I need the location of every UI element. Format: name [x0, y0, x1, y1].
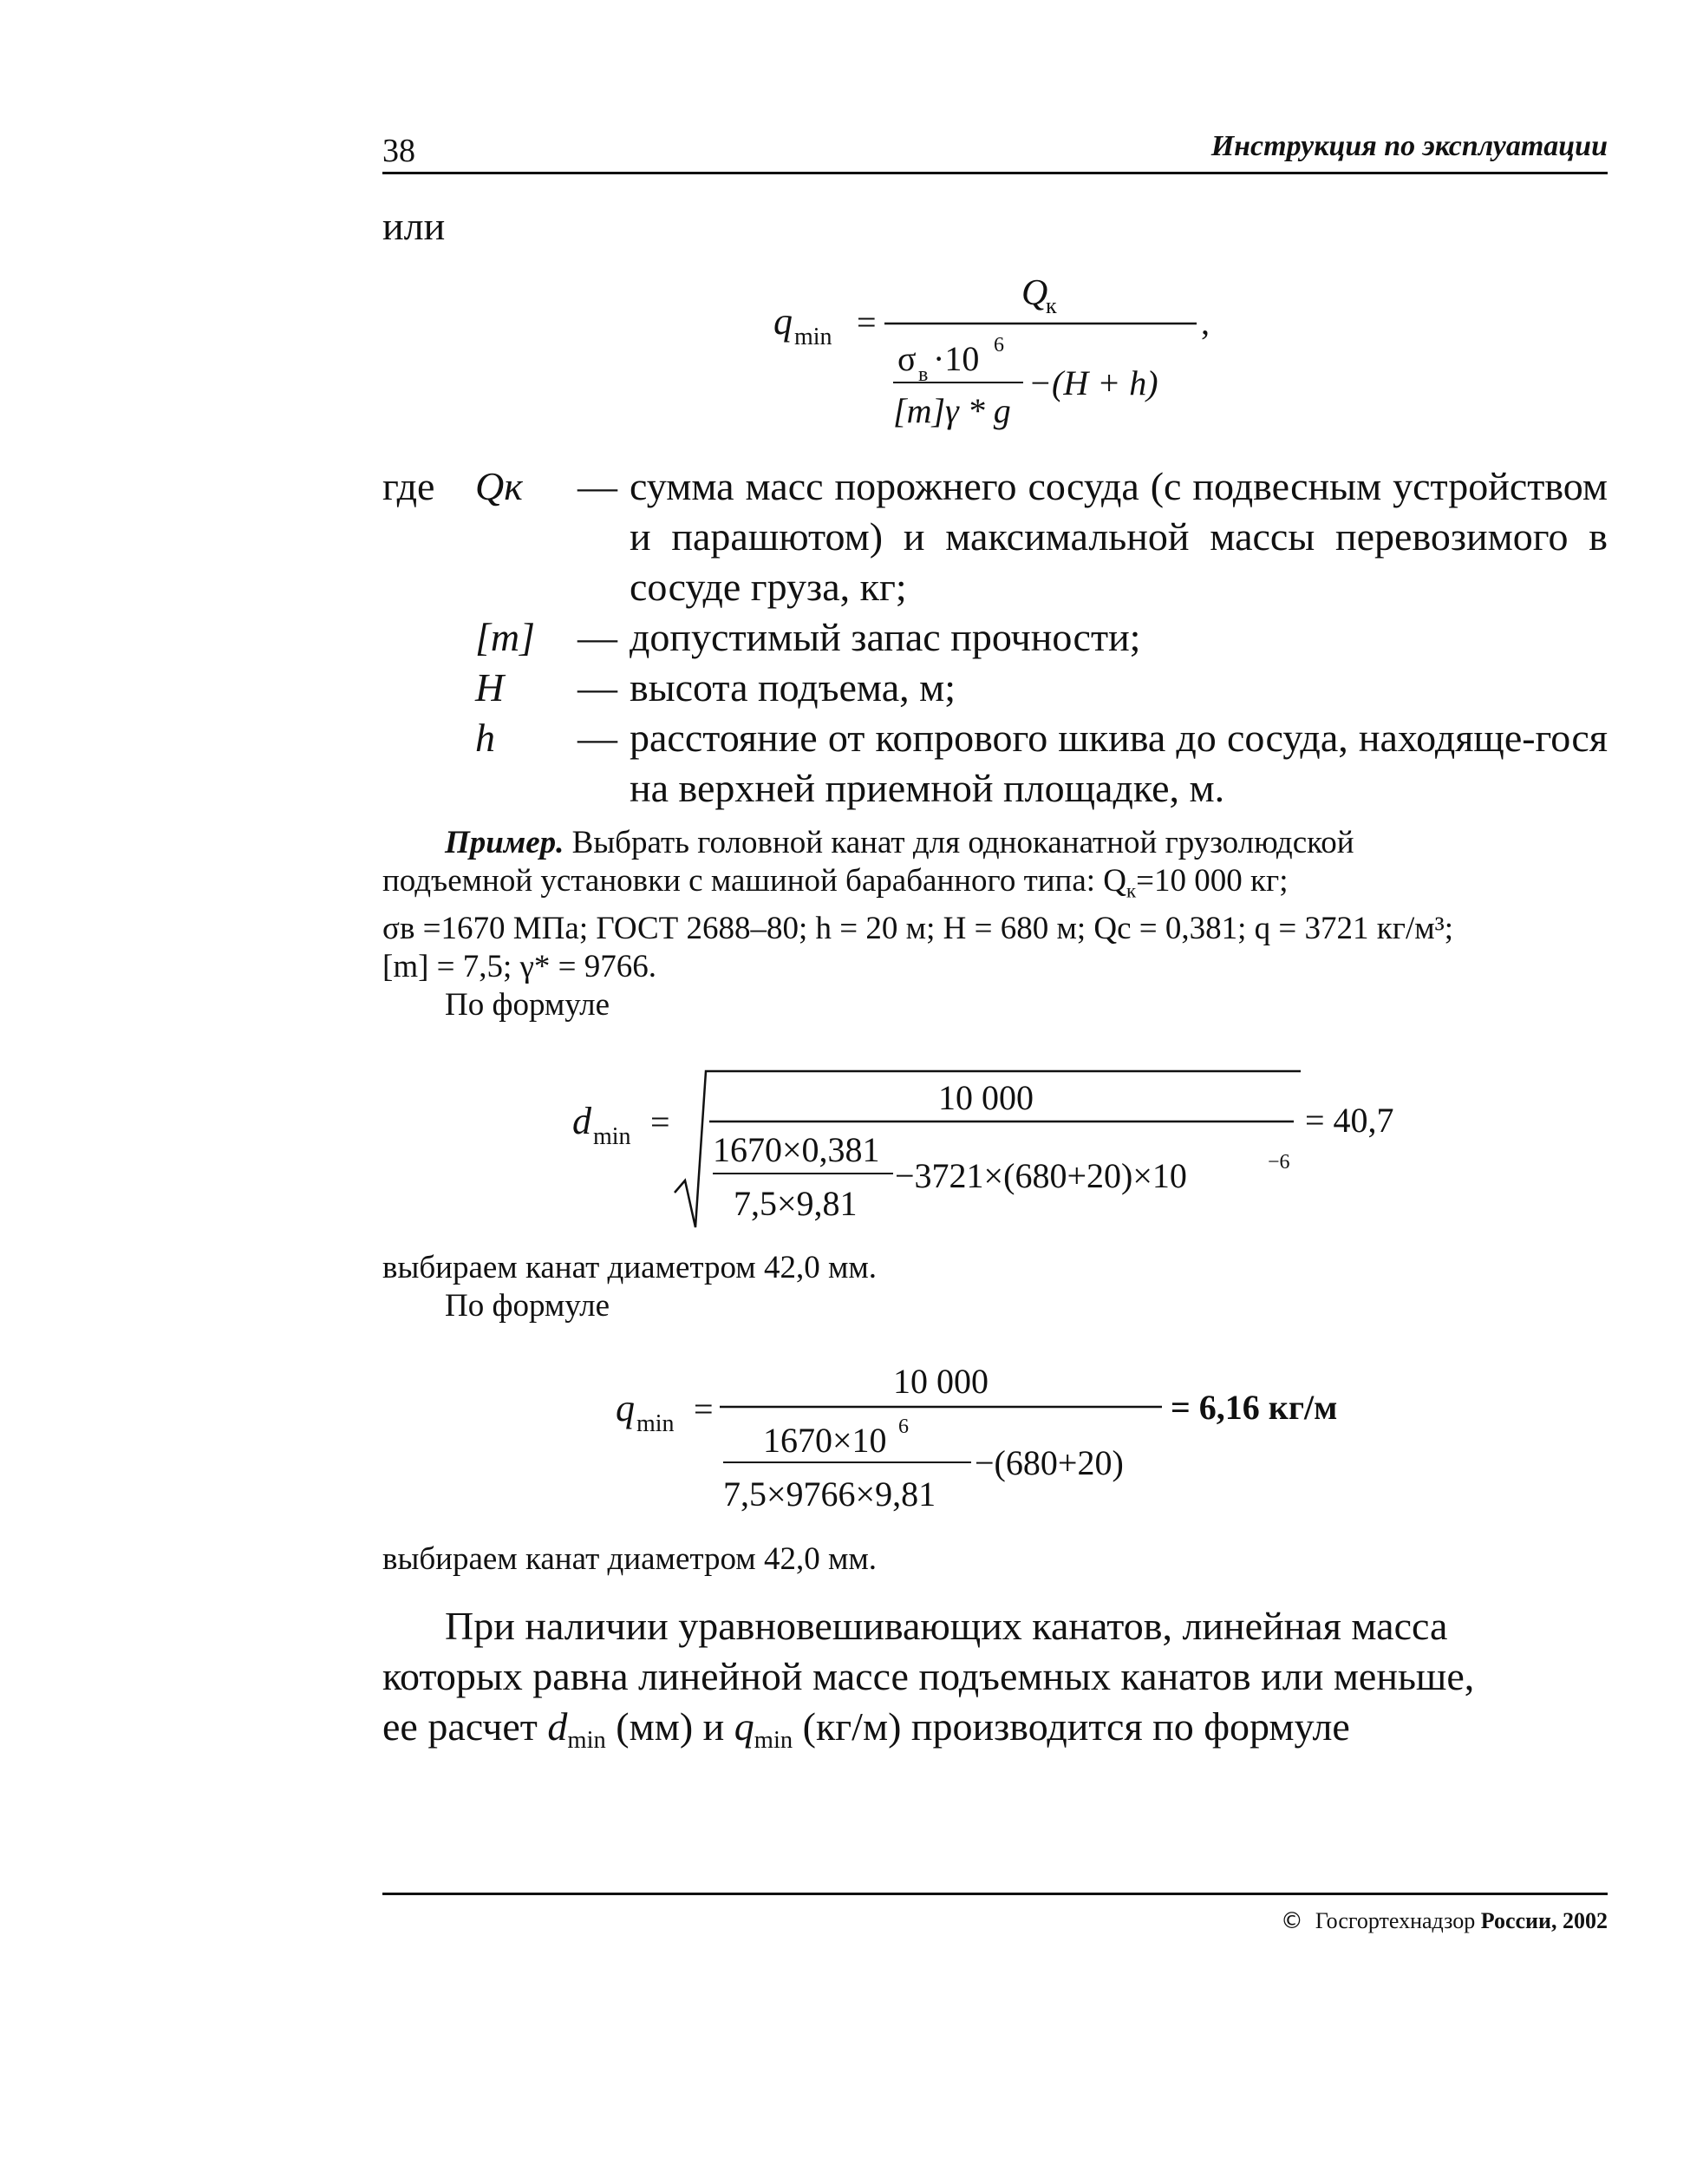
formula-q-min-general [763, 265, 1249, 451]
by-formula-1: По формуле [445, 987, 610, 1023]
formula1-inner-num-sub: в [918, 363, 929, 386]
formula1-inner-num: σ [897, 339, 917, 378]
definition-qk [382, 461, 1608, 612]
closing-line-1: При наличии уравновешивающих канатов, линейная масса [445, 1604, 1448, 1648]
example-text-2-tail: =10 000 кг; [1136, 863, 1289, 899]
intro-word: или [382, 204, 446, 248]
closing-text-a: ее расчет [382, 1704, 548, 1749]
definition-symbol: H [475, 665, 505, 709]
closing-d: d [547, 1704, 568, 1749]
example-line-2 [382, 862, 1608, 910]
definition-symbol: [m] [475, 615, 536, 659]
footer-text-b: России, 2002 [1480, 1908, 1608, 1933]
example-text-2: подъемной установки с машиной барабанного типа: Q [382, 863, 1127, 899]
formula1-equals: = [857, 303, 877, 342]
formula-d-min-example [564, 1063, 1413, 1245]
example-label: Пример. [445, 825, 564, 860]
definitions-intro: где [382, 464, 435, 508]
formula2-lhs-sub: min [593, 1123, 631, 1150]
formula-q-min-example [607, 1353, 1387, 1527]
formula1-lhs-sub: min [794, 324, 832, 350]
formula3-equals: = [694, 1390, 714, 1429]
by-formula-2: По формуле [445, 1288, 610, 1324]
formula2-tail: −3721×(680+20)×10 [895, 1156, 1187, 1195]
formula2-inner-num: 1670×0,381 [713, 1130, 880, 1169]
formula3-inner-num: 1670×10 [763, 1421, 887, 1460]
page-number: 38 [382, 133, 415, 169]
closing-paragraph [382, 1601, 1608, 1766]
definition-text: сумма масс порожнего сосуда (с подвесным устройством и парашютом) и максимальной массы перевозимого в сосуде груза, кг; [630, 464, 1608, 609]
formula3-lhs-sub: min [636, 1410, 675, 1437]
example-paragraph [382, 824, 1608, 1024]
formula1-inner-num-exp: 6 [994, 334, 1004, 356]
definition-m [382, 612, 1608, 663]
closing-d-sub: min [567, 1727, 606, 1755]
definition-symbol: Qк [475, 464, 523, 508]
choose-rope-1: выбираем канат диаметром 42,0 мм. [382, 1250, 878, 1285]
formula1-numerator-sub: к [1046, 293, 1057, 318]
definition-dash: — [577, 665, 617, 709]
formula2-result: = 40,7 [1305, 1101, 1394, 1140]
copyright-symbol: © [1280, 1908, 1303, 1934]
formula2-numerator: 10 000 [938, 1078, 1034, 1117]
formula3-inner-den: 7,5×9766×9,81 [723, 1475, 936, 1514]
closing-text-c: (кг/м) производится по формуле [793, 1704, 1350, 1749]
formula2-lhs: d [572, 1100, 591, 1142]
definition-dash: — [577, 464, 617, 508]
example-text-1: Выбрать головной канат для одноканатной грузолюдской [571, 825, 1354, 860]
formula1-inner-num-rest: ·10 [933, 339, 980, 378]
definition-text: допустимый запас прочности; [630, 615, 1141, 659]
formula1-inner-den: [m]γ * g [893, 391, 1011, 430]
definition-H [382, 663, 1608, 713]
closing-line-2: которых равна линейной массе подъемных канатов или меньше, [382, 1654, 1475, 1698]
definition-text: высота подъема, м; [630, 665, 956, 709]
definition-dash: — [577, 716, 617, 760]
formula1-lhs: q [773, 300, 793, 343]
example-line-4: [m] = 7,5; γ* = 9766. [382, 949, 657, 985]
footer-copyright [1281, 1908, 1608, 1934]
formula2-equals: = [650, 1102, 670, 1141]
formula1-rhs-tail: −(H + h) [1028, 363, 1158, 402]
example-line-3: σв =1670 МПа; ГОСТ 2688–80; h = 20 м; H = 680 м; Qс = 0,381; q = 3721 кг/м³; [382, 911, 1454, 947]
formula1-comma: , [1201, 303, 1210, 342]
formula2-tail-exp: −6 [1268, 1151, 1290, 1174]
closing-line-3 [382, 1702, 1608, 1766]
footer-text-a: Госгортехнадзор [1315, 1908, 1481, 1933]
formula3-lhs: q [616, 1387, 635, 1429]
formula2-inner-den: 7,5×9,81 [734, 1184, 858, 1223]
formula3-result: = 6,16 кг/м [1171, 1388, 1338, 1427]
closing-q: q [734, 1704, 754, 1749]
example-text-2-sub: к [1126, 879, 1137, 902]
example-line-1 [382, 824, 1608, 862]
formula3-tail: −(680+20) [975, 1443, 1124, 1482]
closing-text-b: (мм) и [605, 1704, 734, 1749]
definition-symbol: h [475, 716, 495, 760]
formula3-inner-num-exp: 6 [898, 1416, 909, 1438]
formula1-numerator: Q [1021, 273, 1048, 313]
formula3-numerator: 10 000 [893, 1362, 989, 1401]
header-rule [382, 172, 1608, 174]
running-title: Инструкция по эксплуатации [1210, 130, 1608, 162]
choose-rope-2: выбираем канат диаметром 42,0 мм. [382, 1541, 878, 1577]
definition-dash: — [577, 615, 617, 659]
footer-rule [382, 1893, 1608, 1895]
definition-text: расстояние от копрового шкива до сосуда, находяще-гося на верхней приемной площадке, м. [630, 716, 1608, 810]
closing-q-sub: min [754, 1727, 793, 1755]
definition-h [382, 713, 1608, 814]
